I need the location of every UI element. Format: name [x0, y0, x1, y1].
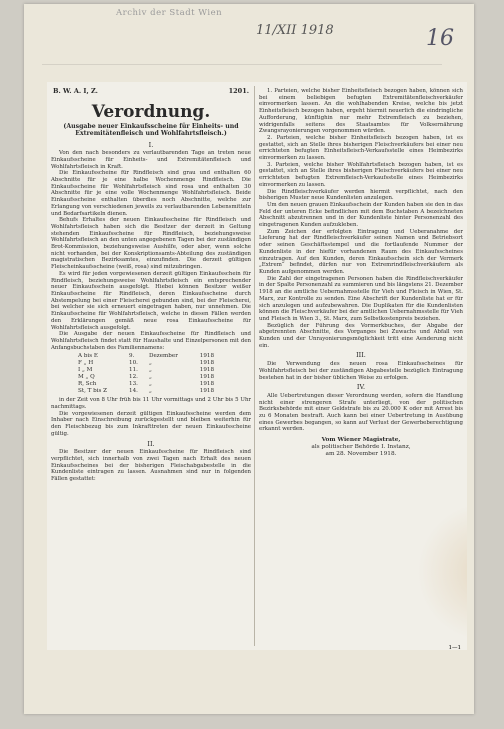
signature-date: am 28. November 1918. — [325, 451, 397, 458]
day-cell: 11. — [129, 367, 138, 374]
day-cell: 10. — [129, 360, 138, 367]
day-cell: 9. — [129, 353, 135, 360]
paragraph: 1. Parteien, welche bisher Einheitsfleisch bezogen haben, können sich bei einem beliebigen befugten Extremitätenfleischverkäufer einvormerken lassen. An die wohlhabenden Kreise, welche bis jetzt Einheitsfleisch bezogen haben, ergeht hiermit neuerlich die eindringliche Aufforderung, künftighin nur mehr Extremfleisch zu beziehen, widrigenfalls seitens des Staatsamtes für Volksernährung Zwangsrayonierungen vorgenommen würden. — [259, 88, 463, 135]
day-cell: 13. — [129, 381, 138, 388]
paragraph: in der Zeit von 8 Uhr früh bis 11 Uhr vormittags und 2 Uhr bis 5 Uhr nachmittags. — [51, 397, 251, 411]
table-row — [76, 367, 226, 374]
page-mark: 1—1 — [448, 645, 461, 650]
day-cell: 14. — [129, 388, 138, 395]
signature-line: als politischer Behörde I. Instanz, — [311, 444, 411, 451]
month-cell: „ — [148, 381, 152, 388]
paragraph: 3. Parteien, welche bisher Wohlfahrtsfleisch bezogen haben, ist es gestattet, sich an Stelle ihres bisherigen Fleischverkäufers bei einer neu errichteten befugten Extremfleisch-Verkaufsstelle eines Heimbezirks einvormerken zu lassen. — [259, 161, 463, 188]
paragraph: Die Besitzer der neuen Einkaufsscheine für Rindfleisch sind verpflichtet, sich innerhalb von zwei Tagen nach Erhalt des neuen Einkaufsscheines bei der bisherigen Fleischabgabestelle in die Kundenliste eintragen zu lassen. Ausnahmen sind nur in folgenden Fällen gestattet: — [51, 449, 251, 483]
letters-cell: F „ H — [78, 360, 94, 367]
section-number: III. — [356, 351, 366, 360]
month-cell: „ — [148, 367, 152, 374]
paragraph: Die Verwendung des neuen rosa Einkaufsscheines für Wohlfahrtsfleisch bei der zuständigen Abgabestelle bezüglich Eintragung bestehen hat in der bisher üblichen Weise zu erfolgen. — [259, 361, 463, 381]
schedule-table — [76, 353, 226, 395]
letters-cell: I „ M — [78, 367, 93, 374]
month-cell: „ — [148, 360, 152, 367]
paragraph: Von den nach besonders zu verlautbarenden Tage an treten neue Einkaufsscheine für Einheits- und Extremitätenfleisch und Wohlfahrtsfleisch in Kraft. — [51, 150, 251, 170]
signature-line: Vom Wiener Magistrate, — [321, 437, 401, 444]
left-column — [51, 88, 251, 483]
reference-line — [51, 88, 251, 97]
paragraph: Die Einkaufsscheine für Rindfleisch sind grau und enthalten 60 Abschnitte für je eine halbe Wochenmenge Rindfleisch. Die Einkaufsscheine für Wohlfahrtsfleisch sind rosa und enthalten 30 Abschnitte für je eine volle Wochenmenge Wohlfahrtsfleisch. Beide Einkaufsscheine enthalten überdies noch Abschnitte, welche zur Erlangung von verschiedenen jeweils zu verlautbarenden Lebensmitteln und Bedarfsartikeln dienen. — [51, 170, 251, 217]
document-title: Verordnung. — [91, 101, 211, 122]
year-cell: 1918 — [199, 374, 215, 381]
archive-stamp: Archiv der Stadt Wien — [116, 8, 223, 18]
paper-stain — [417, 502, 467, 642]
section-number: II. — [147, 439, 155, 448]
year-cell: 1918 — [199, 388, 215, 395]
document-subtitle: (Ausgabe neuer Einkaufsscheine für Einheits- und Extremitätenfleisch und Wohlfahrtsfleisch.) — [63, 122, 239, 138]
paragraph: Alle Uebertretungen dieser Verordnung werden, sofern die Handlung nicht einer strengeren Strafe unterliegt, von der politischen Bezirksbehörde mit einer Geldstrafe bis zu 20.000 K oder mit Arrest bis zu 6 Monaten bestraft. Auch kann bei einer Uebertretung in Ausübung eines Gewerbes begangen, so kann auf Verlust der Gewerbeberechtigung erkannt werden. — [259, 392, 463, 433]
table-row — [76, 353, 226, 360]
paragraph: Behufs Erhaltes der neuen Einkaufsscheine für Rindfleisch und Wohlfahrtsfleisch haben sich die Besitzer der derzeit in Geltung stehenden Einkaufsscheine für Rindfleisch, beziehungsweise Wohlfahrtsfleisch an den unten angegebenen Tagen bei der zuständigen Brot-Kommission, beziehungsweise Aushilfe, oder aber, wenn solche nicht vorhanden, bei der Konskriptionsamts-Abteilung des zuständigen magistratischen Bezirksamtes, einzufinden. Die derzeit gültigen Fleischeinkaufsscheine (weiß, rosa) sind mitzubringen. — [51, 217, 251, 271]
month-cell: „ — [148, 374, 152, 381]
paragraph: Um den neuen grauen Einkaufsschein der Kunden haben sie den in das Feld der unteren Ecke befindlichen mit dem Buchstaben A bezeichneten Abschnitt abzutrennen und in der Kundenliste hinter Personenzahl des eingetragenen Kunden aufzukleben. — [259, 201, 463, 229]
table-row — [76, 381, 226, 388]
paragraph: Die Rindfleischverkäufer werden hiermit verpflichtet, nach den bisherigen Muster neue Kundenlisten anzulegen. — [259, 188, 463, 202]
right-column — [259, 88, 463, 458]
paragraph: Die Ausgabe der neuen Einkaufsscheine für Rindfleisch und Wohlfahrtsfleisch findet statt für Haushalte und Einzelpersonen mit den Anfangsbuchstaben des Familiennamens: — [51, 331, 251, 351]
day-cell: 12. — [129, 374, 138, 381]
signature-block — [259, 437, 463, 458]
paragraph: Die Zahl der eingetragenen Personen haben die Rindfleischverkäufer in der Spalte Personenzahl zu summieren und bis längstens 21. Dezember 1918 an die amtliche Uebernahmsstelle für Vieh und Fleisch in Wien, St. Marx, zur Kontrolle zu senden. Eine Abschrift der Kundenliste hat er für sich anzulegen und aufzubewahren. Die Duplikaten für die Kundenlisten können die Fleischverkäufer bei der amtlichen Uebernahmsstelle für Vieh und Fleisch in Wien 3., St. Marx, zum Selbstkostenpreis beziehen. — [259, 275, 463, 322]
reference-number: 1201. — [228, 87, 249, 95]
folio-number: 16 — [426, 26, 454, 51]
year-cell: 1918 — [199, 353, 215, 360]
divider — [42, 64, 442, 65]
section-number: IV. — [356, 383, 366, 392]
letters-cell: A bis E — [78, 353, 98, 360]
paragraph: Bezüglich der Führung des Vormerkbuches, der Abgabe der abgetrennten Abschnitte, des Vorganges bei Zuwachs und Abfall von Kunden und der Unrayonierungsmöglichkeit tritt eine Aenderung nicht ein. — [259, 322, 463, 349]
month-cell: Dezember — [148, 353, 178, 360]
newspaper-clipping — [47, 82, 467, 650]
section-number: I. — [148, 140, 154, 149]
table-row — [76, 374, 226, 381]
year-cell: 1918 — [199, 360, 215, 367]
table-row — [76, 388, 226, 395]
month-cell: „ — [148, 388, 152, 395]
table-row — [76, 360, 226, 367]
handwritten-date: 11/XII 1918 — [256, 23, 334, 38]
letters-cell: M „ Q — [78, 374, 95, 381]
reference-left: B. W. A. I, Z. — [53, 87, 98, 95]
column-divider — [254, 86, 255, 646]
letters-cell: St, T bis Z — [78, 388, 108, 395]
paragraph: 2. Parteien, welche bisher Einheitsfleisch bezogen haben, ist es gestattet, sich an Stelle ihres bisherigen Fleischverkäufers bei einer neu errichteten befugten Einheitsfleisch-Verkaufsstelle eines Heimbezirks einvormerken zu lassen. — [259, 134, 463, 162]
letters-cell: R, Sch — [78, 381, 97, 388]
paragraph: Zum Zeichen der erfolgten Eintragung und Ueberanahme der Lieferung hat der Rindfleischverkäufer seinen Namen und Betriebsort oder seinen Geschäftsstempel und die fortlaufende Nummer der Kundenliste in der hiefür vorhandenen Raum des Einkaufsscheines einzutragen. Auf den Kunden, deren Einkaufsschein sich der Vermerk „Extrem“ befindet, dürfen nur von Extremrindfleischverkäufern als Kunden aufgenommen werden. — [259, 228, 463, 275]
paragraph: Die vorgewiesenen derzeit gültigen Einkaufsscheine werden dem Inhaber nach Einschreibung zurückgestellt und bleiben weiterhin für den Fleischbezug bis zum Inkrafttreten der neuen Einkaufsscheine gültig. — [51, 410, 251, 437]
year-cell: 1918 — [199, 381, 215, 388]
year-cell: 1918 — [199, 367, 215, 374]
paragraph: Es wird für jeden vorgewiesenen derzeit gültigen Einkaufsschein für Rindfleisch, beziehungsweise Wohlfahrtsfleisch ein entsprechender neuer Einkaufsschein ausgefolgt. Hiebei können Besitzer weißer Einkaufsscheine für Rindfleisch, deren Einkaufsscheine durch Abstempelung bei einer Fleischerei gebunden sind, bei der Fleischerei, bei welcher sie sich erneuert eingetragen haben, nur unnehmen. Die Einkaufsscheine für Wohlfahrtsfleisch, welche in diesen Fällen werden den Erklärungen gemäß neue rosa Einkaufsscheine für Wohlfahrtsfleisch ausgefolgt. — [51, 270, 251, 331]
